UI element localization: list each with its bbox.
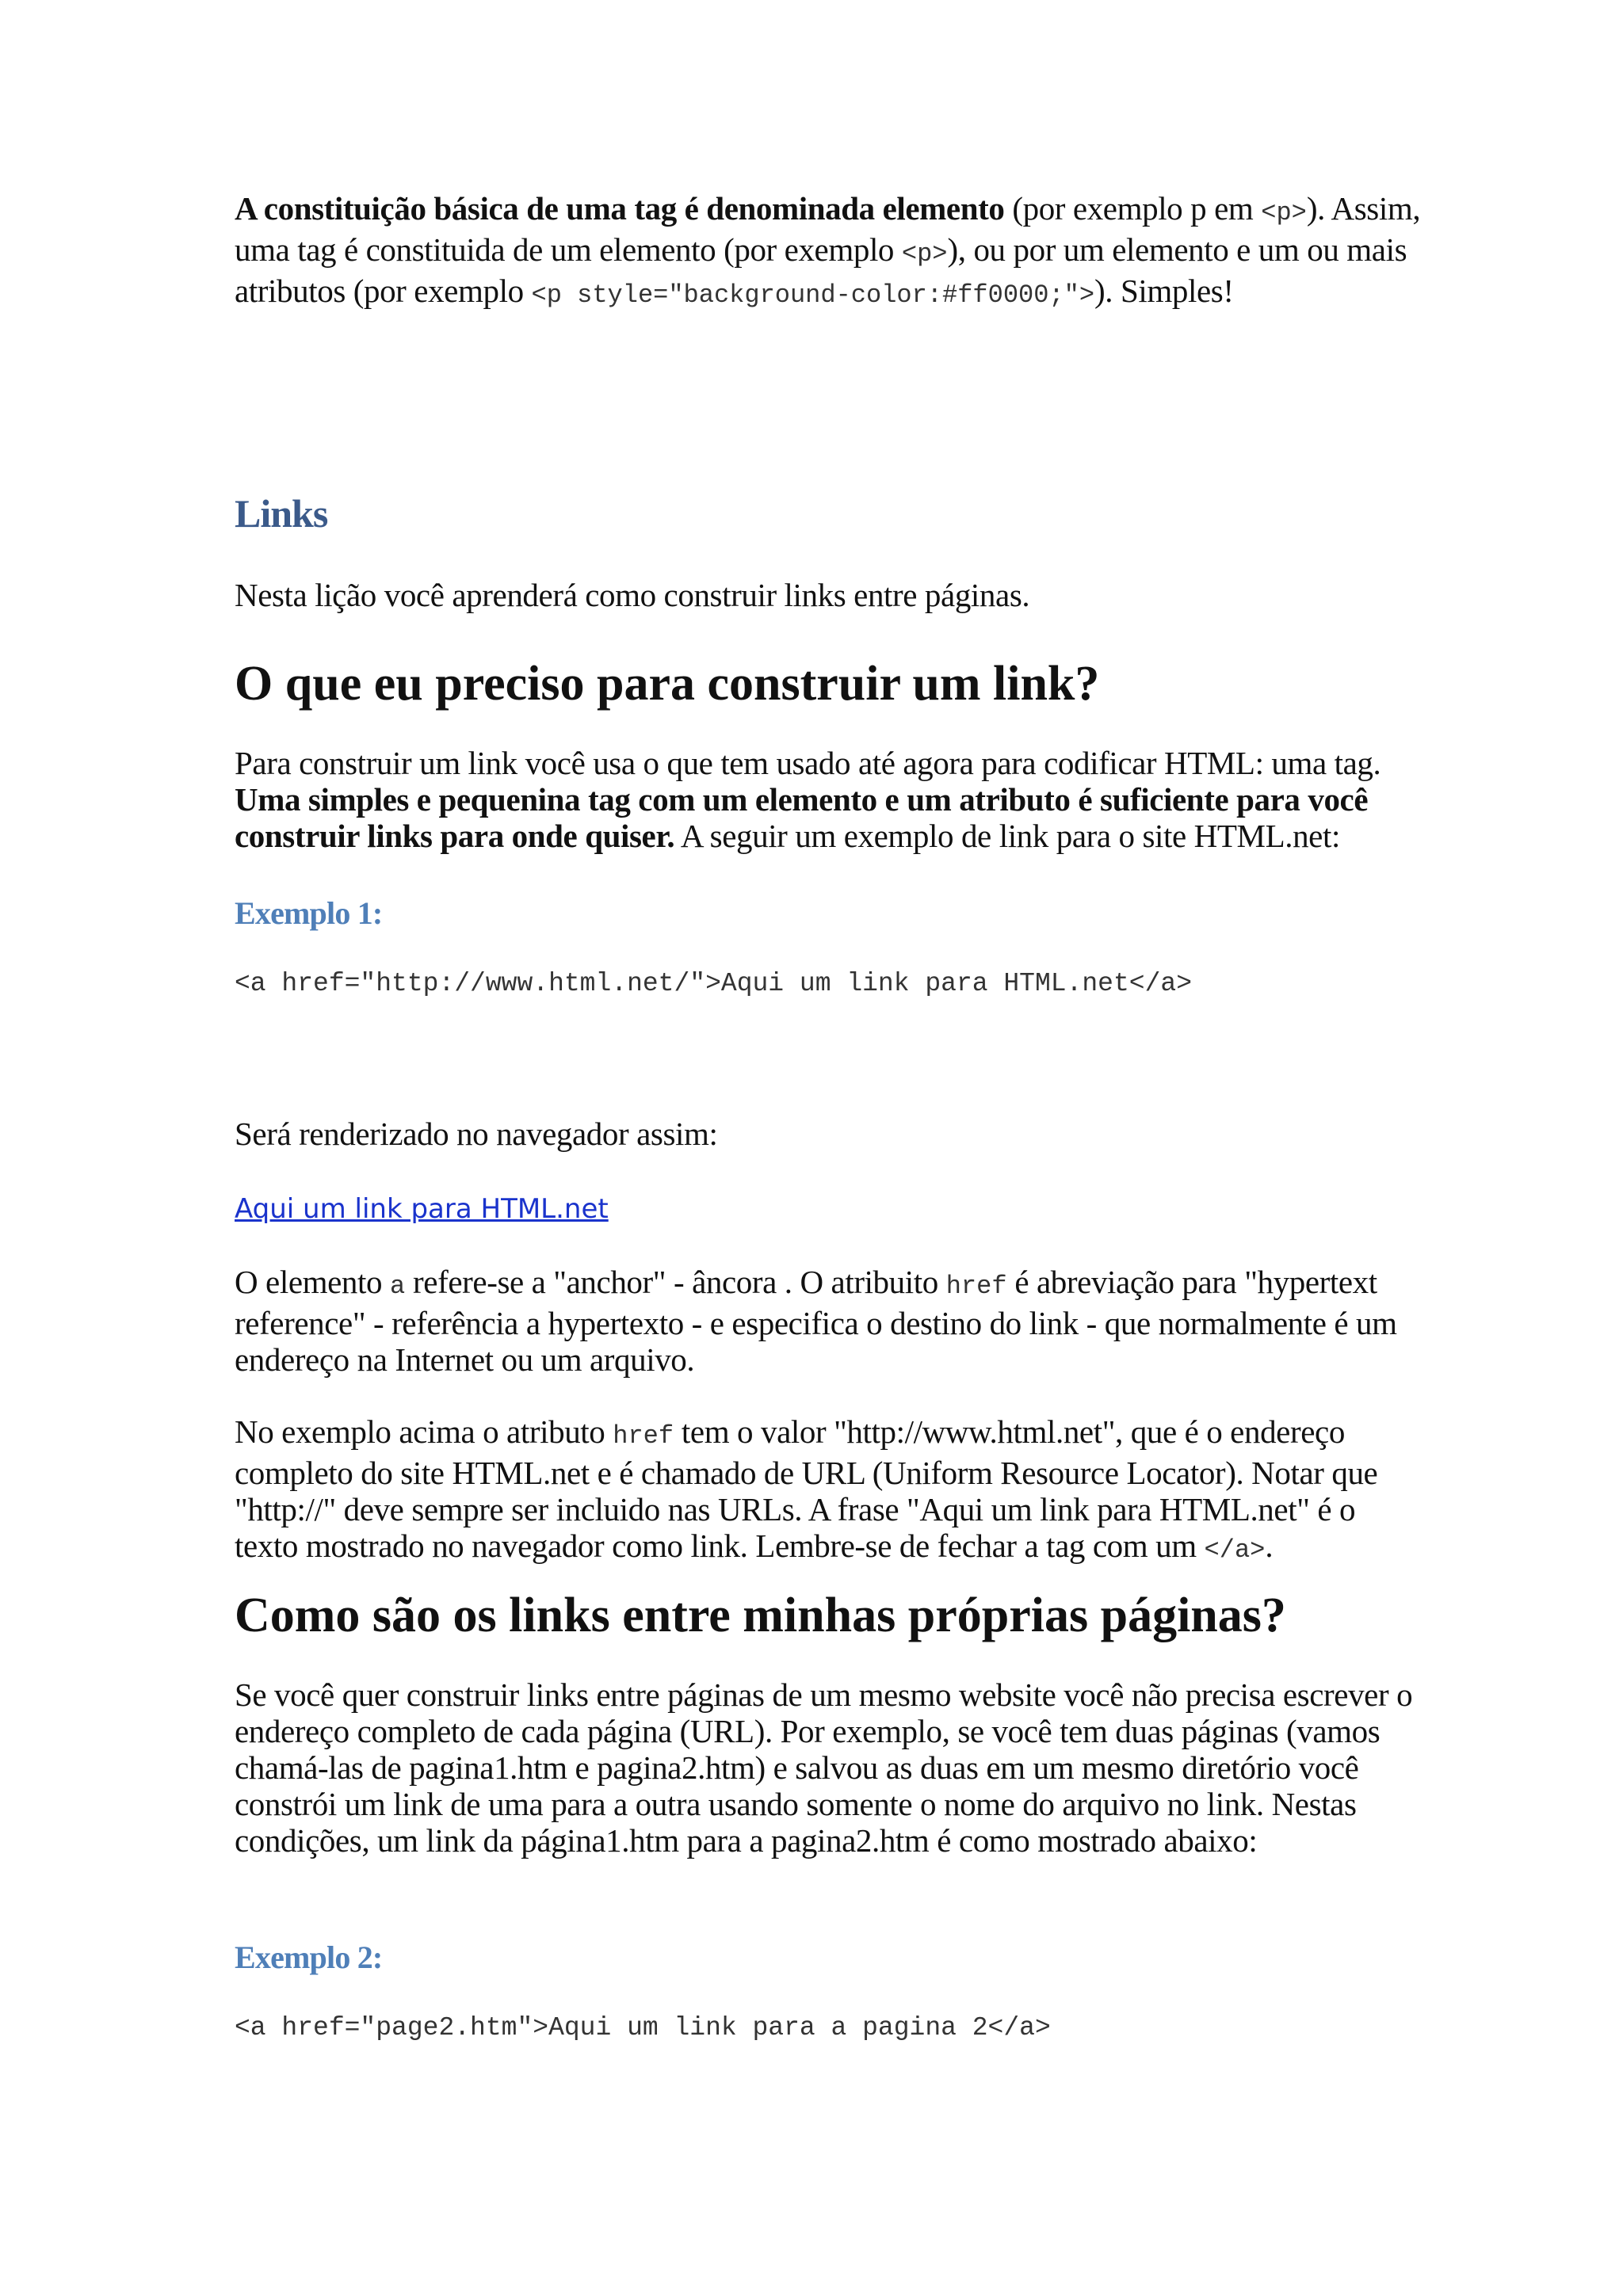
- p2-text-3: é abreviação para "hypertext reference" - referência a hypertexto - e especifica o destino do link - que normalmente é um endereço na Internet ou um arquivo.: [235, 1264, 1397, 1378]
- intro-bold-lead: A constituição básica de uma tag é denominada elemento: [235, 190, 1005, 227]
- example1-label: Exemplo 1:: [235, 895, 383, 931]
- example2-label: Exemplo 2:: [235, 1939, 383, 1975]
- rendered-link[interactable]: Aqui um link para HTML.net: [235, 1193, 609, 1225]
- section1-text-1: Para construir um link você usa o que tem usado até agora para codificar HTML: uma tag.: [235, 745, 1381, 781]
- p2-text-1: O elemento: [235, 1264, 390, 1300]
- rendered-link-container: [235, 1193, 1423, 1225]
- p3-code-2: </a>: [1204, 1535, 1266, 1565]
- intro-code-3: <p style="background-color:#ff0000;">: [531, 280, 1095, 310]
- section1-bold: Uma simples e pequenina tag com um elemento e um atributo é suficiente para você construir links para onde quiser.: [235, 781, 1369, 854]
- section1-text-2: A seguir um exemplo de link para o site HTML.net:: [674, 818, 1340, 854]
- p3-code-1: href: [613, 1421, 674, 1451]
- links-title: Links: [235, 491, 328, 536]
- p3-text-1: No exemplo acima o atributo: [235, 1413, 613, 1450]
- intro-code-2: <p>: [901, 239, 948, 269]
- section1-heading: O que eu preciso para construir um link?: [235, 657, 1100, 711]
- example1-code: <a href="http://www.html.net/">Aqui um link para HTML.net</a>: [235, 969, 1192, 998]
- rendered-intro: Será renderizado no navegador assim:: [235, 1116, 718, 1152]
- links-lead: Nesta lição você aprenderá como construir links entre páginas.: [235, 577, 1030, 613]
- p2-code-2: href: [945, 1272, 1007, 1301]
- section1-paragraph-3: [235, 1413, 1423, 1569]
- section1-paragraph: [235, 745, 1423, 854]
- p2-text-2: refere-se a "anchor" - âncora . O atribuito: [405, 1264, 946, 1300]
- intro-text-2: ). Assim, uma tag é constituida de um elemento (por exemplo: [235, 190, 1421, 268]
- intro-code-1: <p>: [1261, 198, 1307, 227]
- intro-text-3: ), ou por um elemento e um ou mais atributos (por exemplo: [235, 231, 1407, 309]
- intro-paragraph: [235, 190, 1423, 314]
- section1-paragraph-2: [235, 1264, 1423, 1378]
- section2-heading: Como são os links entre minhas próprias páginas?: [235, 1589, 1286, 1642]
- section2-paragraph: Se você quer construir links entre páginas de um mesmo website você não precisa escrever o endereço completo de cada página (URL). Por exemplo, se você tem duas páginas (vamos chamá-las de pagina1.htm e pagina2.htm) e salvou as duas em um mesmo diretório você constrói um link de uma para a outra usando somente o nome do arquivo no link. Nestas condições, um link da página1.htm para a pagina2.htm é como mostrado abaixo:: [235, 1676, 1413, 1859]
- p3-text-3: .: [1265, 1527, 1274, 1564]
- example2-code: <a href="page2.htm">Aqui um link para a pagina 2</a>: [235, 2013, 1051, 2042]
- p3-text-2: tem o valor "http://www.html.net", que é o endereço completo do site HTML.net e é chamado de URL (Uniform Resource Locator). Notar que "http://" deve sempre ser incluido nas URLs. A frase "Aqui um link para HTML.net" é o texto mostrado no navegador como link. Lembre-se de fechar a tag com um: [235, 1413, 1378, 1564]
- intro-text-1: (por exemplo p em: [1004, 190, 1262, 227]
- p2-code-1: a: [389, 1272, 406, 1301]
- intro-text-4: ). Simples!: [1094, 273, 1234, 309]
